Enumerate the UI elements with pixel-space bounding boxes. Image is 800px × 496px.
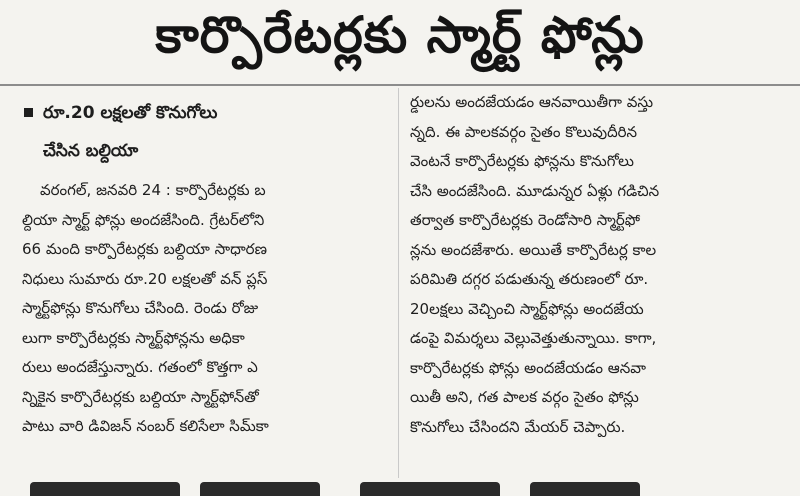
headline-rule	[0, 84, 800, 86]
body-line: ర్డులను అందజేయడం ఆనవాయితీగా వస్తు	[410, 93, 654, 111]
body-line: న్నికైన కార్పొరేటర్లకు బల్దియా స్మార్ట్‌ఫోన్‌తో	[22, 387, 259, 406]
body-line: పాటు వారి డివిజన్ నంబర్ కలిసేలా సిమ్‌కా	[22, 417, 269, 435]
body-line: కార్పొరేటర్లకు ఫోన్లు అందజేయడం ఆనవా	[410, 358, 647, 377]
bullet-icon	[24, 108, 33, 117]
body-line: రులు అందజేస్తున్నారు. గతంలో కొత్తగా ఎ	[22, 358, 258, 376]
body-line: తర్వాత కార్పొరేటర్లకు రెండోసారి స్మార్ట్‌ఫో	[410, 211, 641, 229]
next-headline-cropped	[0, 480, 800, 496]
left-column	[22, 94, 390, 442]
subhead	[24, 94, 390, 170]
body-line: వరంగల్, జనవరి 24 : కార్పొరేటర్లకు బ	[40, 181, 266, 199]
body-line: 66 మంది కార్పొరేటర్లకు బల్దియా సాధారణ	[22, 240, 267, 258]
body-line: కొనుగోలు చేసిందని మేయర్ చెప్పారు.	[410, 417, 626, 436]
body-line: డంపై విమర్శలు వెల్లువెత్తుతున్నాయి. కాగా,	[410, 329, 657, 347]
body-line: న్నది. ఈ పాలకవర్గం సైతం కొలువుదీరిన	[410, 122, 638, 141]
subhead-line: చేసిన బల్దియా	[43, 141, 139, 161]
headline: కార్పొరేటర్లకు స్మార్ట్ ఫోన్లు	[155, 5, 645, 64]
body-line: పరిమితి దగ్గర పడుతున్న తరుణంలో రూ.	[410, 270, 649, 288]
body-line: స్మార్ట్‌ఫోన్లు కొనుగోలు చేసింది. రెండు రోజు	[22, 299, 259, 317]
body-line: న్లను అందజేశారు. అయితే కార్పొరేటర్ల కాల	[410, 240, 657, 259]
subhead-text	[43, 94, 217, 170]
body-line: 20లక్షలు వెచ్చించి స్మార్ట్‌ఫోన్లు అందజేయ	[410, 299, 644, 318]
right-column	[410, 88, 782, 442]
body-line: యితీ అని, గత పాలక వర్గం సైతం ఫోన్లు	[410, 388, 639, 406]
column-divider	[398, 88, 399, 478]
body-line: లుగా కార్పొరేటర్లకు స్మార్ట్‌ఫోన్లను అధికా	[22, 328, 245, 347]
body-line: నిధులు సుమారు రూ.20 లక్షలతో వన్ ప్లస్	[22, 269, 268, 288]
body-line: వెంటనే కార్పొరేటర్లకు ఫోన్లను కొనుగోలు	[410, 152, 634, 170]
body-line: చేసి అందజేసింది. మూడున్నర ఏళ్లు గడిచిన	[410, 181, 660, 200]
subhead-line: రూ.20 లక్షలతో కొనుగోలు	[43, 103, 218, 123]
body-line: ల్దియా స్మార్ట్ ఫోన్లు అందజేసింది. గ్రేటర్‌లోని	[22, 210, 265, 229]
